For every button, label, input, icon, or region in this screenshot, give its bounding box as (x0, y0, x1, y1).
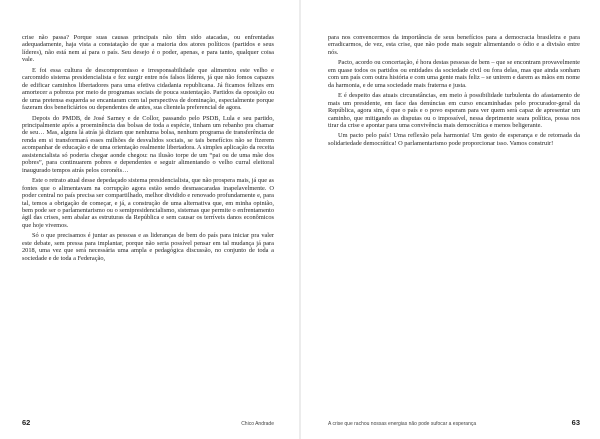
page-number: 62 (22, 418, 31, 427)
page-number: 63 (571, 418, 580, 427)
page-footer (22, 419, 274, 429)
paragraph: Este o retrato atual desse depedaçado sistema presidencialista, que não prospera mais, já que as fontes que o alimentavam na corrupção agora estão sendo desmascaradas inapelavelmente. O poder central no país precisa ser compartilhado, melhor dividido e renovado profundamente e, para tal, temos a obrigação de começar, e já, a construção de uma alternativa que, em minha opinião, bem pode ser o parlamentarismo ou o semipresidencialismo, sistemas que permite o enfrentamento ágil das crises, sem abalar as estruturas da República e sem causar os terríveis danos econômicos que hoje vivemos. (22, 177, 274, 229)
book-gutter (299, 0, 301, 439)
paragraph: E foi essa cultura de descompromisso e irresponsabilidade que alimentou este velho e carcomido sistema presidencialista e fez surgir entre nós falsos líderes, já que não fomos capazes de edificar caminhos libertadores para uma efetiva cidadania republicana. Já ficamos felizes em amortecer a pobreza por meio de programas sociais de pouca sustentação. Partidos da oposição ou de uma pretensa esquerda se encantaram com tal perspectiva de dominação, especialmente porque fazeram dos beneficiários ou dependentes de antes, sua clientela preferencial de agora. (22, 66, 274, 112)
running-footer: Chico Andrade (241, 421, 274, 427)
paragraph: E é despeito das atuais circunstâncias, em meio à possibilidade turbulenta do afastamento de mais um presidente, em face das denúncias em curso encaminhadas pelo procurador-geral da República, agora sim, é que o país e o povo esperam para ver quem será capaz de apresentar um caminho, que mitigando as disputas ou o impossível, nessa deprimente seara política, possa nos tirar da crise e apontar para uma convivência mais democrática e menos beligerante. (328, 92, 580, 129)
paragraph: para nos convencermos da importância de seus benefícios para a democracia brasileira e para erradicarmos, de vez, esta crise, que não pode mais seguir alimentando o ódio e a divisão entre nós. (328, 34, 580, 56)
paragraph: Só o que precisamos é juntar as pessoas e as lideranças de bem do país para iniciar pra valer este debate, sem pressa para implantar, porque não seria possível pensar em tal mudança já para 2018, uma vez que será necessária uma ampla e pedagógica discussão, no conjunto de toda a sociedade e de toda a Federação, (22, 232, 274, 262)
right-page (328, 34, 580, 429)
paragraph: crise não passa? Porque suas causas principais não têm sido atacadas, ou enfrentadas adequadamente, haja vista a constatação de que a maioria dos atores políticos (partidos e seus líderes), não está nem aí para o país. Seu desejo é o poder, apenas, e para tanto, qualquer coisa vale. (22, 34, 274, 64)
running-footer: A crise que rachou nossas energias não pode sufocar a esperança (328, 421, 477, 427)
paragraph: Um pacto pelo país! Uma reflexão pela harmonia! Um gesto de esperança e de retomada da solidariedade democrática! O parlamentarismo pode proporcionar isso. Vamos construir! (328, 132, 580, 147)
paragraph: Depois do PMDB, de José Sarney e de Collor, passando pelo PSDB, Lula e seu partido, principalmente após a proeminência das bolsas de toda a espécie, tinham um rebanho pra chamar de seu… Mas, alguns lá atrás já diziam que nenhuma bolsa, nenhum programa de transferência de renda em si transformará esses milhões de desvalidos sociais, se tais benefícios não se fizerem acompanhar de educação e de uma orientação realmente libertadora. A simples aplicação da receita assistencialista só poderia chegar aonde chegou: na ilusão torpe de um “pai ou de uma mãe dos pobres”, para continuarem pobres e dependentes e seguir alimentando o velho curral eleitoral inaugurado tempos atrás pelos coronéis… (22, 114, 274, 174)
paragraph: Pacto, acordo ou concertação, é hora destas pessoas de bem – que se encontram provavelmente em quase todos os partidos ou entidades da sociedade civil ou fora delas, mas que ainda sonham com um país com outra história e com uma gente mais feliz – se unirem e darem as mãos em nome da harmonia, e de uma sociedade mais fraterna e justa. (328, 59, 580, 89)
page-footer (328, 419, 580, 429)
left-page (22, 34, 274, 429)
